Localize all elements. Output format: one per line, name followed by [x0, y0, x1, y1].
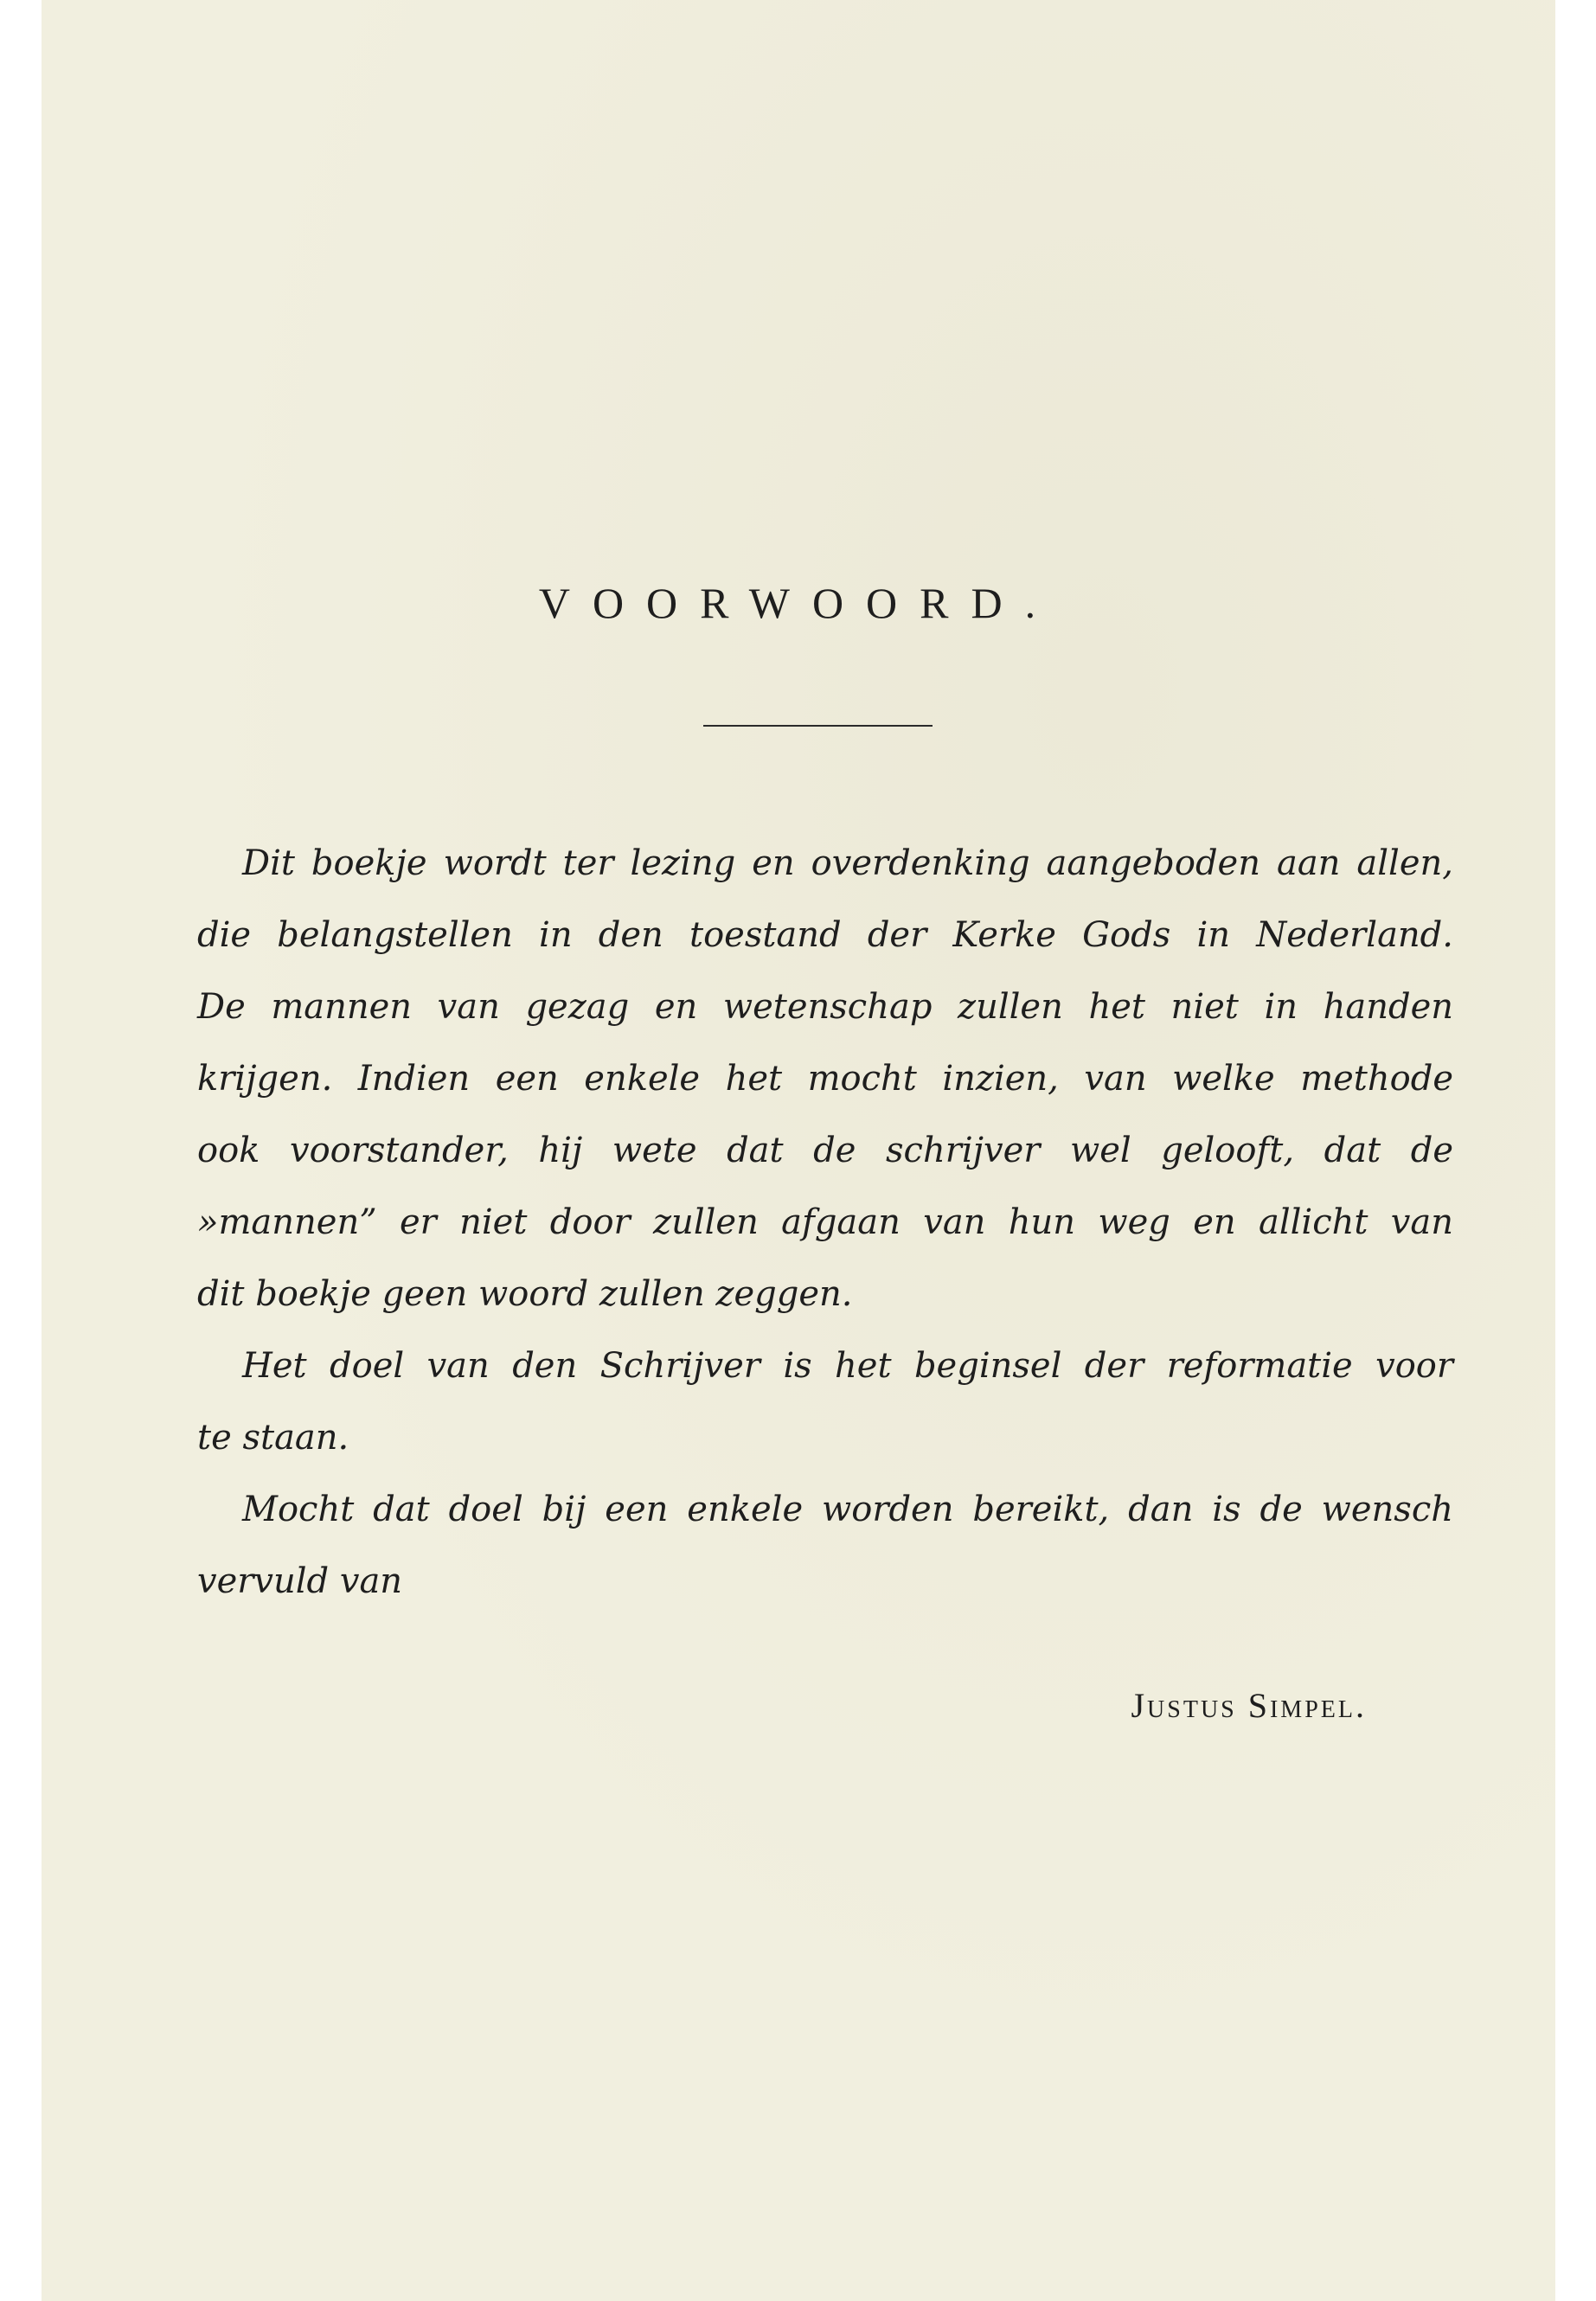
book-page	[42, 0, 1555, 2301]
page-title: VOORWOORD.	[538, 579, 1059, 627]
text-line: »mannen” er niet door zullen afgaan van hun weg en allicht van	[197, 1202, 1453, 1242]
text-line: dit boekje geen woord zullen zeggen.	[197, 1274, 853, 1314]
text-line: te staan.	[197, 1418, 349, 1458]
text-line: die belangstellen in den toestand der Kerke Gods in Nederland.	[197, 915, 1453, 955]
title-divider	[703, 725, 933, 727]
text-line: ook voorstander, hij wete dat de schrijver wel gelooft, dat de	[197, 1131, 1453, 1170]
author-signature: Justus Simpel.	[1131, 1686, 1367, 1725]
text-line: Dit boekje wordt ter lezing en overdenking aangeboden aan allen,	[242, 843, 1453, 883]
text-line: Het doel van den Schrijver is het beginsel der reformatie voor	[242, 1346, 1453, 1386]
text-line: De mannen van gezag en wetenschap zullen het niet in handen	[197, 987, 1453, 1027]
text-line: Mocht dat doel bij een enkele worden bereikt, dan is de wensch	[242, 1490, 1453, 1529]
text-line: krijgen. Indien een enkele het mocht inzien, van welke methode	[197, 1059, 1453, 1099]
text-line: vervuld van	[197, 1561, 403, 1601]
